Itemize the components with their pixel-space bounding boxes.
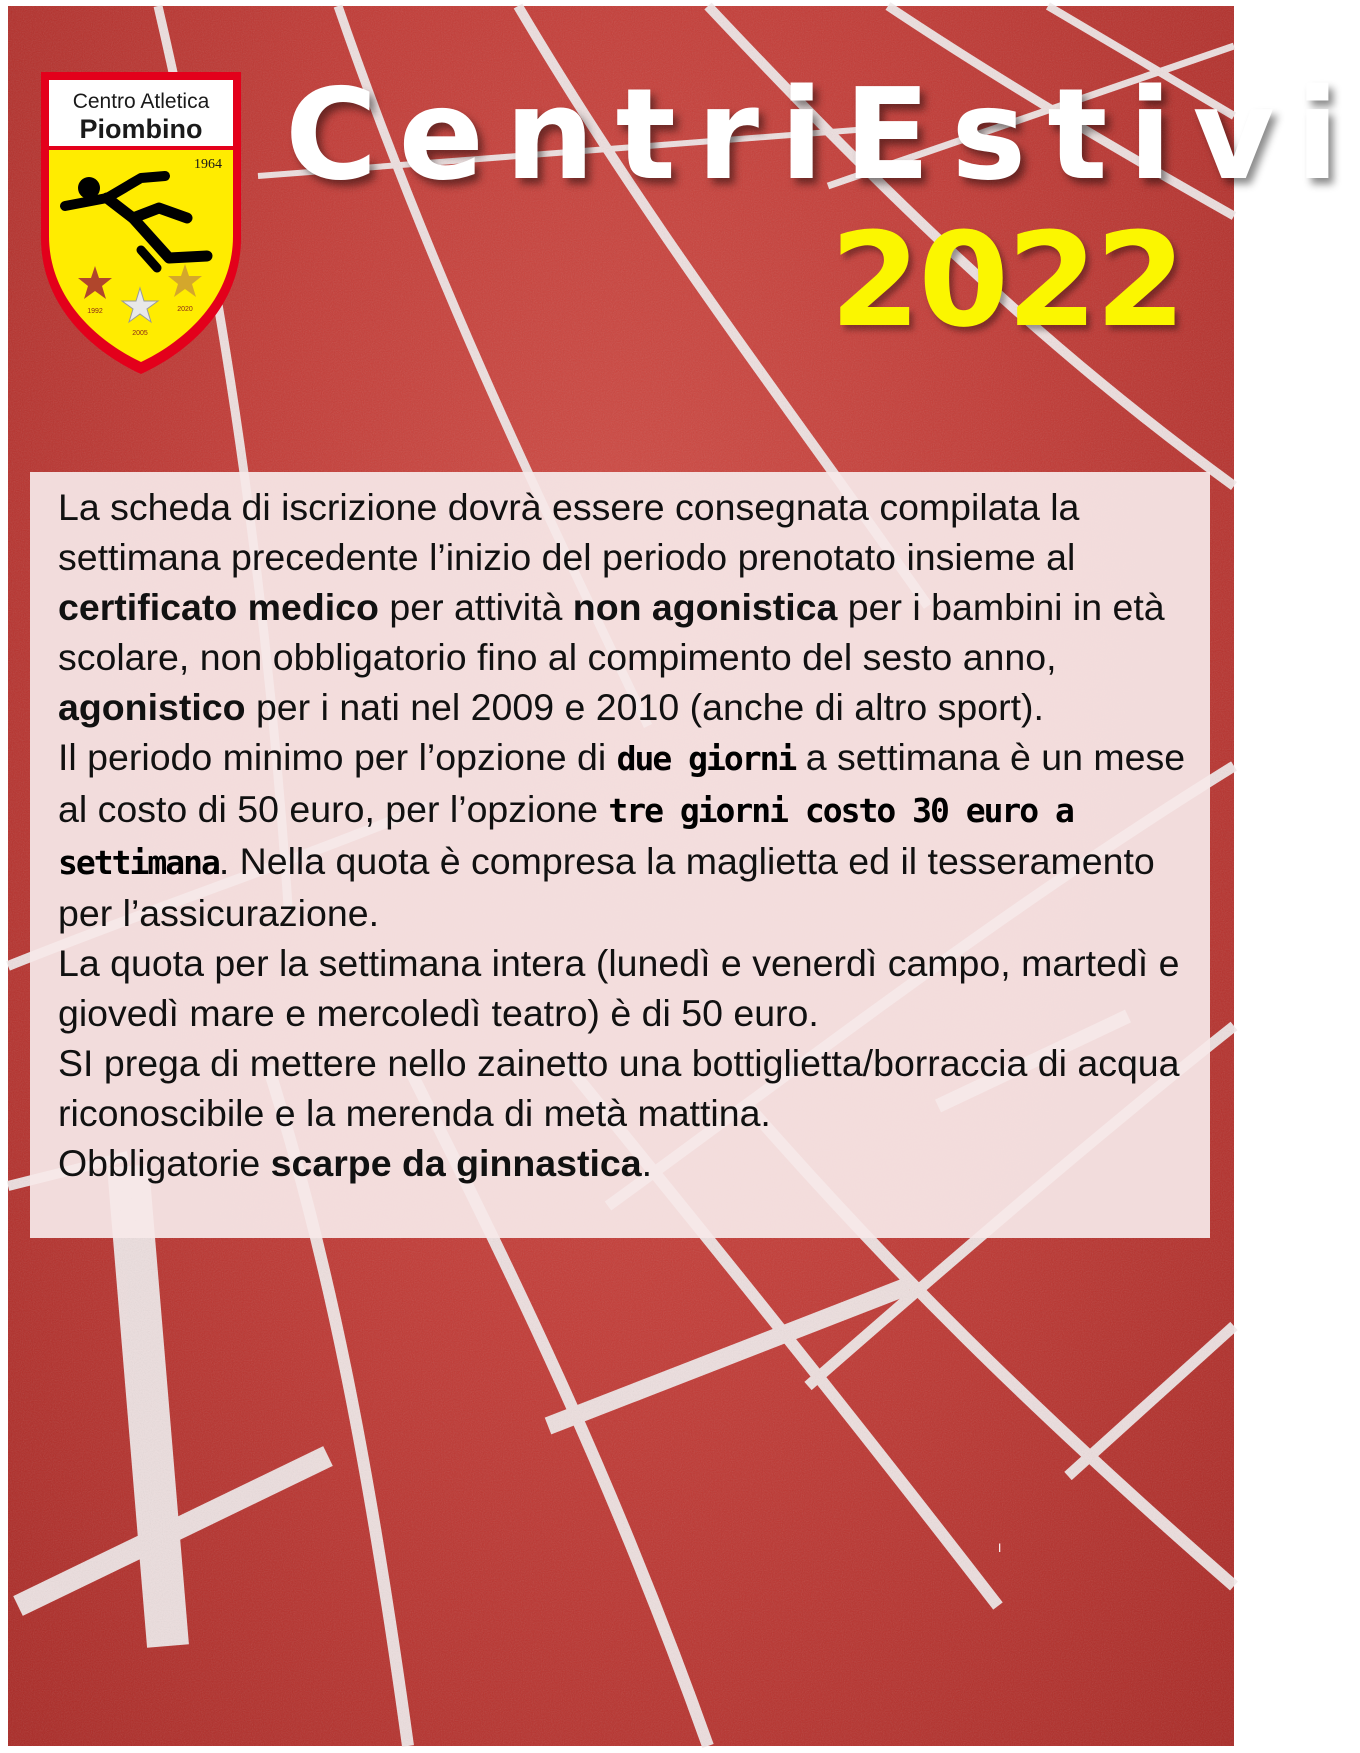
- page-mark: I: [998, 1541, 1002, 1555]
- emphasis-text: agonistico: [58, 686, 246, 728]
- paragraph-full-week: [58, 938, 1190, 1038]
- club-shield-emblem: [37, 68, 245, 378]
- body-text: per i bambini in età scolare, non obbligatorio fino al compimento del sesto anno,: [58, 586, 1165, 678]
- paragraph-backpack: [58, 1038, 1190, 1138]
- body-text: SI prega di mettere nello zainetto una bottiglietta/borraccia di acqua riconoscibile e la merenda di metà mattina.: [58, 1042, 1180, 1134]
- highlight-text: due giorni: [616, 739, 796, 778]
- emphasis-text: scarpe da ginnastica: [270, 1142, 642, 1184]
- logo-line1: Centro Atletica: [72, 90, 210, 113]
- flyer-year: 2022: [830, 204, 1184, 356]
- body-text: La scheda di iscrizione dovrà essere consegnata compilata la settimana precedente l’inizio del periodo prenotato insieme al: [58, 486, 1080, 578]
- info-panel: [30, 472, 1210, 1238]
- star-year-3: 2020: [177, 306, 193, 313]
- logo-year: 1964: [194, 157, 222, 172]
- body-text: La quota per la settimana intera (lunedì e venerdì campo, martedì e giovedì mare e mercoledì teatro) è di 50 euro.: [58, 942, 1180, 1034]
- logo-line2: Piombino: [79, 114, 203, 144]
- info-text: [58, 482, 1190, 1188]
- body-text: Obbligatorie: [58, 1142, 271, 1184]
- body-text: per attività: [378, 586, 573, 628]
- flyer-title: CentriEstivi: [285, 61, 1360, 208]
- paragraph-shoes: [58, 1138, 1190, 1188]
- emphasis-text: certificato medico: [58, 586, 379, 628]
- emphasis-text: non agonistica: [572, 586, 838, 628]
- body-text: . Nella quota è compresa la maglietta ed il tesseramento per l’assicurazione.: [58, 840, 1155, 934]
- paragraph-pricing: [58, 732, 1190, 938]
- star-year-2: 2005: [132, 330, 148, 337]
- paragraph-enrollment: [58, 482, 1190, 732]
- body-text: .: [641, 1142, 653, 1184]
- body-text: per i nati nel 2009 e 2010 (anche di altro sport).: [245, 686, 1044, 728]
- body-text: a settimana è un mese al costo di 50 euro, per l’opzione: [58, 736, 1186, 830]
- body-text: Il periodo minimo per l’opzione di: [58, 736, 617, 778]
- highlight-text: tre giorni costo 30 euro a settimana: [58, 791, 1073, 882]
- star-year-1: 1992: [87, 308, 103, 315]
- club-logo: [37, 68, 245, 378]
